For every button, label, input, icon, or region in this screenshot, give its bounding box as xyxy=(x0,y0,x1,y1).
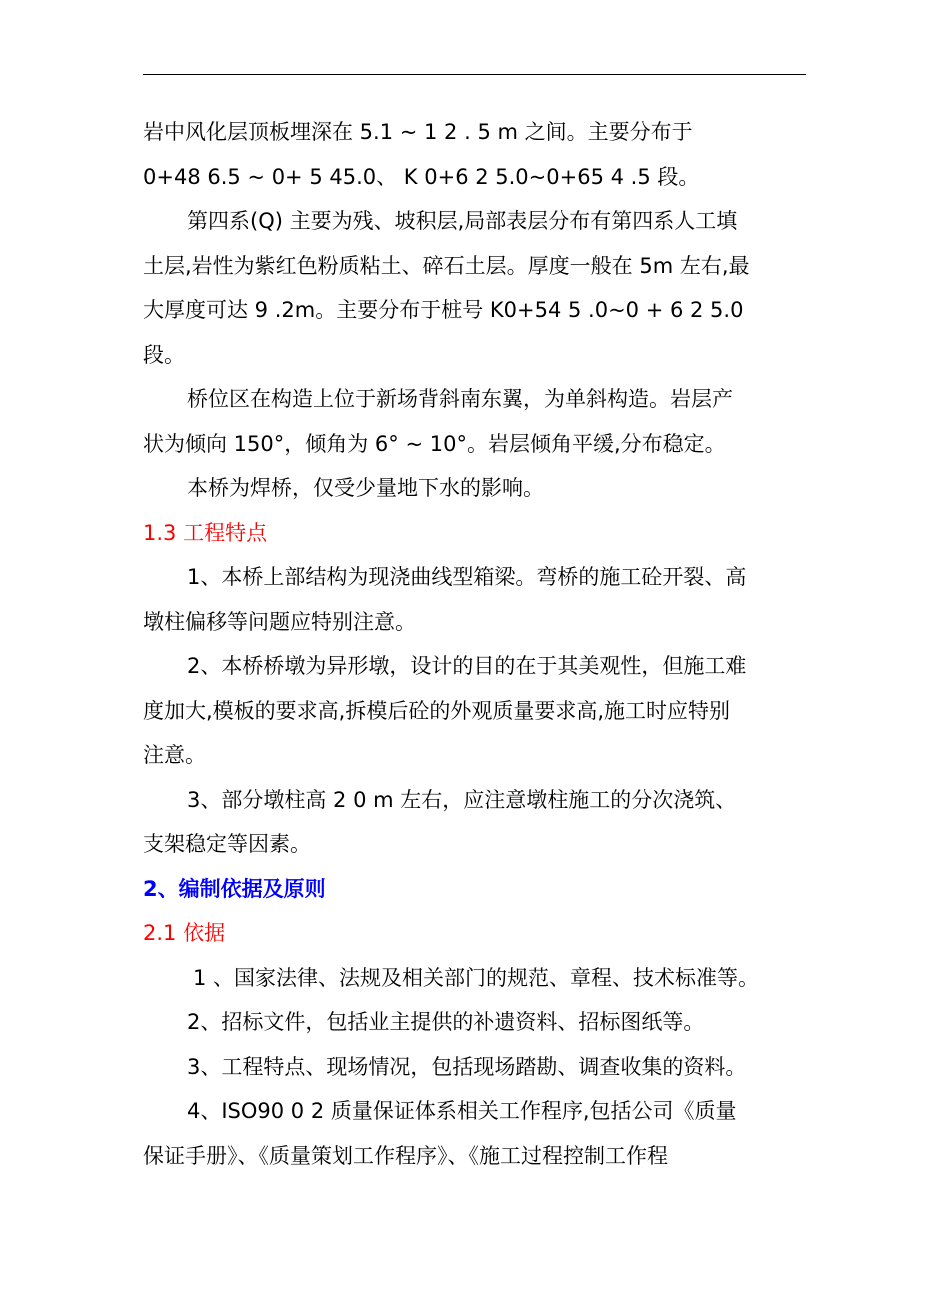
body-line: 段。 xyxy=(143,342,185,367)
basis-item-3: 3、工程特点、现场情况，包括现场踏勘、调查收集的资料。 xyxy=(187,1054,747,1079)
body-line: 大厚度可达 9 .2m。主要分布于桩号 K0+54 5 .0~0 + 6 2 5.0 xyxy=(143,298,744,322)
body-line: 度加大,模板的要求高,拆模后砼的外观质量要求高,施工时应特别 xyxy=(143,698,731,723)
body-line: 保证手册》、《质量策划工作程序》、《施工过程控制工作程 xyxy=(143,1143,668,1168)
paragraph-start: 第四系(Q) 主要为残、坡积层,局部表层分布有第四系人工填 xyxy=(187,209,738,233)
paragraph-start: 桥位区在构造上位于新场背斜南东翼，为单斜构造。岩层产 xyxy=(187,387,733,411)
body-line: 墩柱偏移等问题应特别注意。 xyxy=(143,609,416,634)
header-rule xyxy=(143,74,806,75)
body-line: 状为倾向 150°，倾角为 6° ~ 10°。岩层倾角平缓,分布稳定。 xyxy=(143,431,726,456)
list-item-1: 1、本桥上部结构为现浇曲线型箱梁。弯桥的施工砼开裂、高 xyxy=(187,565,747,589)
basis-item-4: 4、ISO90 0 2 质量保证体系相关工作程序,包括公司《质量 xyxy=(187,1099,737,1123)
body-line: 土层,岩性为紫红色粉质粘土、碎石土层。厚度一般在 5m 左右,最 xyxy=(143,253,750,278)
document-body xyxy=(143,110,808,1178)
paragraph-start: 本桥为焊桥，仅受少量地下水的影响。 xyxy=(187,476,544,500)
body-line: 岩中风化层顶板埋深在 5.1 ~ 1 2 . 5 m 之间。主要分布于 xyxy=(143,120,693,144)
body-line: 支架稳定等因素。 xyxy=(143,832,311,856)
body-line: 0+48 6.5 ~ 0+ 5 45.0、 K 0+6 2 5.0~0+65 4 .5 段。 xyxy=(143,164,700,189)
list-item-2: 2、本桥桥墩为异形墩，设计的目的在于其美观性，但施工难 xyxy=(187,654,747,678)
basis-item-1: 1 、国家法律、法规及相关部门的规范、章程、技术标准等。 xyxy=(193,965,760,990)
body-line: 注意。 xyxy=(143,743,206,767)
section-heading-2-1: 2.1 依据 xyxy=(143,921,226,945)
list-item-3: 3、部分墩柱高 2 0 m 左右，应注意墩柱施工的分次浇筑、 xyxy=(187,787,737,812)
section-heading-2: 2、编制依据及原则 xyxy=(143,876,326,901)
section-heading-1-3: 1.3 工程特点 xyxy=(143,520,268,545)
basis-item-2: 2、招标文件，包括业主提供的补遗资料、招标图纸等。 xyxy=(187,1010,705,1034)
